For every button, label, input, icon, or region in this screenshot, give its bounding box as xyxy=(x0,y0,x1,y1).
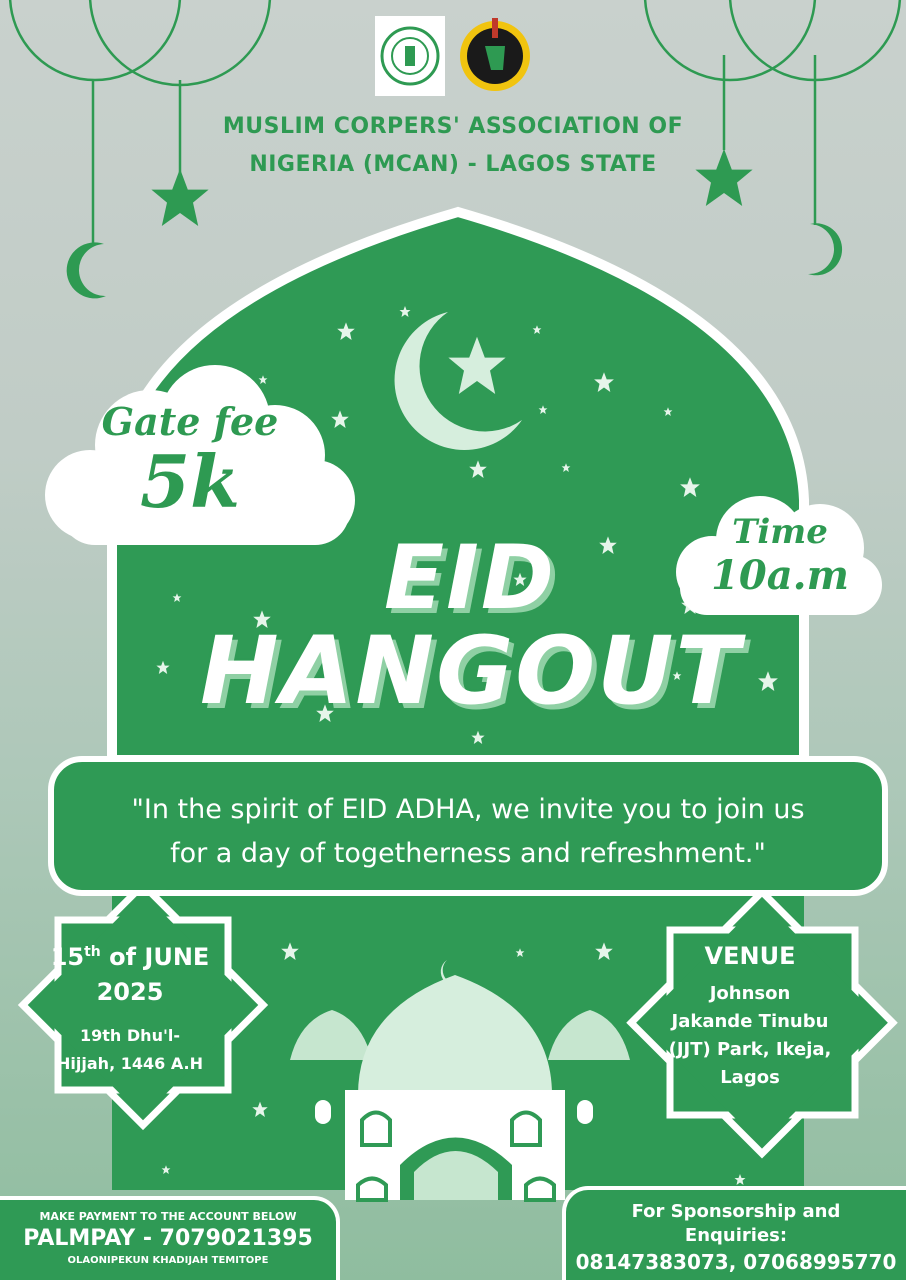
gate-fee-value: 5k xyxy=(140,439,240,524)
nysc-logo xyxy=(455,14,535,94)
title-line-1: EID xyxy=(384,526,556,629)
event-venue xyxy=(640,938,860,1092)
date-day-month xyxy=(40,935,220,974)
venue-line-4: Lagos xyxy=(720,1067,780,1088)
title-line-2: HANGOUT xyxy=(200,617,742,726)
quote-line-2: for a day of togetherness and refreshment." xyxy=(170,838,766,869)
org-line-2: NIGERIA (MCAN) - LAGOS STATE xyxy=(249,152,657,177)
payment-box xyxy=(0,1196,340,1280)
hijri-line-1: 19th Dhu'l- xyxy=(80,1026,180,1045)
organization-title xyxy=(0,108,906,184)
date-day: 15 xyxy=(50,943,85,971)
date-suffix: th xyxy=(84,944,101,960)
invitation-quote-box xyxy=(48,756,888,896)
venue-line-3: (JJT) Park, Ikeja, xyxy=(668,1039,832,1060)
time-value: 10a.m xyxy=(711,552,849,599)
sponsorship-label xyxy=(566,1200,906,1248)
venue-label: VENUE xyxy=(704,942,796,970)
sponsorship-phones: 08147383073, 07068995770 xyxy=(575,1250,897,1274)
sponsorship-label-line-2: Enquiries: xyxy=(684,1225,788,1246)
date-month: of JUNE xyxy=(100,943,210,971)
date-year: 2025 xyxy=(96,978,164,1006)
sponsorship-box xyxy=(562,1186,906,1280)
gate-fee-label: Gate fee xyxy=(101,399,279,444)
venue-line-2: Jakande Tinubu xyxy=(671,1011,829,1032)
mcan-logo xyxy=(375,16,445,96)
payment-account: PALMPAY - 7079021395 xyxy=(23,1226,313,1251)
quote-line-1: "In the spirit of EID ADHA, we invite you to join us xyxy=(131,794,805,825)
gate-fee xyxy=(60,399,320,524)
hijri-line-2: Hijjah, 1446 A.H xyxy=(57,1054,203,1073)
org-line-1: MUSLIM CORPERS' ASSOCIATION OF xyxy=(222,114,684,139)
sponsorship-label-line-1: For Sponsorship and xyxy=(631,1201,841,1222)
event-date xyxy=(40,935,220,1078)
venue-address xyxy=(640,980,860,1092)
payment-instruction: MAKE PAYMENT TO THE ACCOUNT BELOW xyxy=(39,1210,297,1223)
payment-account-name: OLAONIPEKUN KHADIJAH TEMITOPE xyxy=(67,1255,269,1266)
date-hijri xyxy=(40,1022,220,1078)
venue-line-1: Johnson xyxy=(709,983,791,1004)
invitation-quote xyxy=(74,788,862,876)
time-label: Time xyxy=(732,512,828,552)
